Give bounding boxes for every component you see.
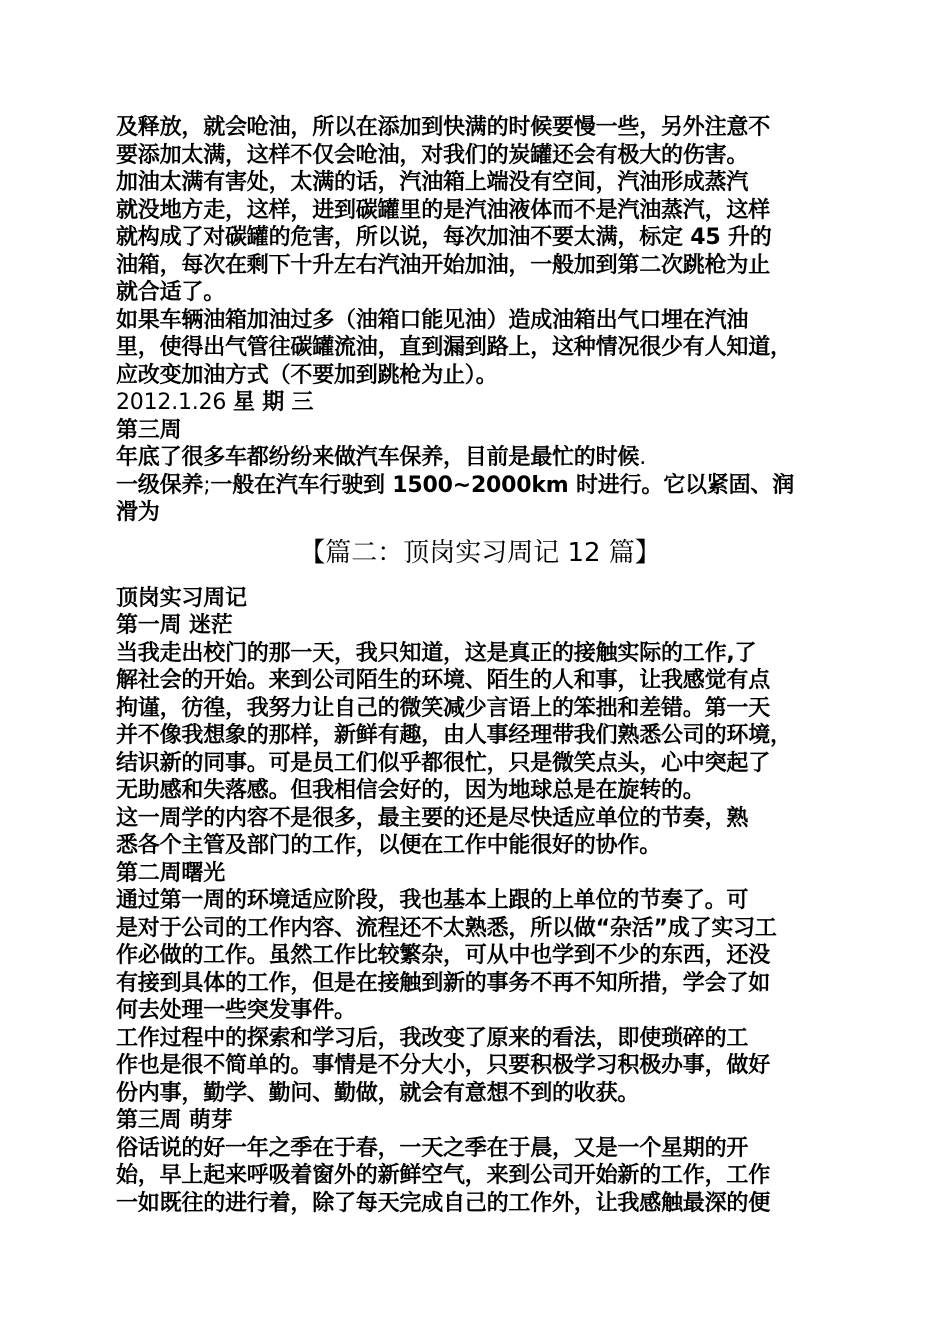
paragraph-line: 当我走出校门的那一天，我只知道，这是真正的接触实际的工作,了: [116, 640, 757, 666]
paragraph-line: 解社会的开始。来到公司陌生的环境、陌生的人和事，让我感觉有点: [116, 668, 771, 693]
paragraph-line: 要添加太满，这样不仅会呛油，对我们的炭罐还会有极大的伤害。: [116, 142, 749, 168]
paragraph-line: 拘谨，彷徨，我努力让自己的微笑减少言语上的笨拙和差错。第一天: [116, 695, 771, 721]
paragraph-line: 应改变加油方式（不要加到跳枪为止）。: [116, 362, 498, 388]
paragraph-line: 如果车辆油箱加油过多（油箱口能见油）造成油箱出气口埋在汽油: [116, 307, 749, 333]
date-line: [116, 389, 844, 417]
part2-body: [116, 585, 844, 1218]
maintenance-label: 一级保养: [116, 472, 204, 498]
date-number: 2012.1.26: [116, 390, 233, 415]
paragraph-line: 通过第一周的环境适应阶段，我也基本上跟的上单位的节奏了。可: [116, 888, 749, 913]
paragraph-line: 份内事，勤学、勤问、勤做，就会有意想不到的收获。: [116, 1080, 640, 1106]
paragraph-line: 始，早上起来呼吸着窗外的新鲜空气，来到公司开始新的工作，工作: [116, 1163, 771, 1188]
paragraph-line: 这一周学的内容不是很多，最主要的还是尽快适应单位的节奏，熟: [116, 805, 749, 831]
paragraph-line: 加油太满有害处，太满的话，汽油箱上端没有空间，汽油形成蒸汽: [116, 170, 749, 195]
paragraph-line: 作也是很不简单的。事情是不分大小，只要积极学习积极办事，做好: [116, 1053, 771, 1078]
paragraph-line: 滑为: [116, 500, 160, 525]
section-title: 【篇二：顶岗实习周记 12 篇】: [299, 537, 661, 568]
paragraph-line: 悉各个主管及部门的工作，以便在工作中能很好的协作。: [116, 833, 662, 858]
paragraph-line: 油箱，每次在剩下十升左右汽油开始加油，一般加到第二次跳枪为止: [116, 252, 771, 278]
maintenance-text: 一般在汽车行驶到 1500~2000km 时进行。它以紧固、润: [210, 472, 794, 498]
maintenance-semicolon: ;: [203, 472, 211, 498]
paragraph-line: 有接到具体的工作，但是在接触到新的事务不再不知所措，学会了如: [116, 970, 771, 996]
paragraph-line: 并不像我想象的那样，新鲜有趣，由人事经理带我们熟悉公司的环境，: [116, 723, 792, 748]
paragraph-line: 结识新的同事。可是员工们似乎都很忙，只是微笑点头，心中突起了: [116, 750, 771, 776]
paragraph-line: 就构成了对碳罐的危害，所以说，每次加油不要太满，标定 45 升的: [116, 225, 772, 250]
paragraph-line: 无助感和失落感。但我相信会好的，因为地球总是在旋转的。: [116, 778, 705, 803]
week3-heading: 第三周: [116, 417, 182, 443]
paragraph-line: 里，使得出气管往碳罐流油，直到漏到路上，这种情况很少有人知道，: [116, 335, 792, 360]
paragraph-line: 何去处理一些突发事件。: [116, 998, 356, 1023]
part1-body: [116, 114, 844, 527]
paragraph-line: 是对于公司的工作内容、流程还不太熟悉，所以做“杂活”成了实习工: [116, 915, 777, 941]
paragraph-line: [116, 444, 844, 472]
week-heading: 第一周 迷茫: [116, 613, 233, 638]
journal-title: 顶岗实习周记: [116, 585, 247, 611]
paragraph-line: 及释放，就会呛油，所以在添加到快满的时候要慢一些，另外注意不: [116, 115, 771, 140]
paragraph-line: 作必做的工作。虽然工作比较繁杂，可从中也学到不少的东西，还没: [116, 943, 771, 968]
week-heading: 第三周 萌芽: [116, 1108, 233, 1133]
document-page: [116, 114, 844, 1217]
paragraph-line: 就没地方走，这样，进到碳罐里的是汽油液体而不是汽油蒸汽，这样: [116, 197, 771, 223]
paragraph-line: 俗话说的好一年之季在于春，一天之季在于晨，又是一个星期的开: [116, 1135, 749, 1161]
paragraph-line: [116, 472, 844, 500]
paragraph-line: 一如既往的进行着，除了每天完成自己的工作外，让我感触最深的便: [116, 1190, 771, 1216]
paragraph-line: 就合适了。: [116, 280, 226, 305]
week-heading: 第二周曙光: [116, 860, 226, 886]
week3-period: .: [639, 445, 646, 470]
week3-text: 年底了很多车都纷纷来做汽车保养，目前是最忙的时候: [116, 445, 640, 470]
paragraph-line: 工作过程中的探索和学习后，我改变了原来的看法，即使琐碎的工: [116, 1025, 749, 1051]
date-weekday: 星 期 三: [232, 390, 314, 415]
